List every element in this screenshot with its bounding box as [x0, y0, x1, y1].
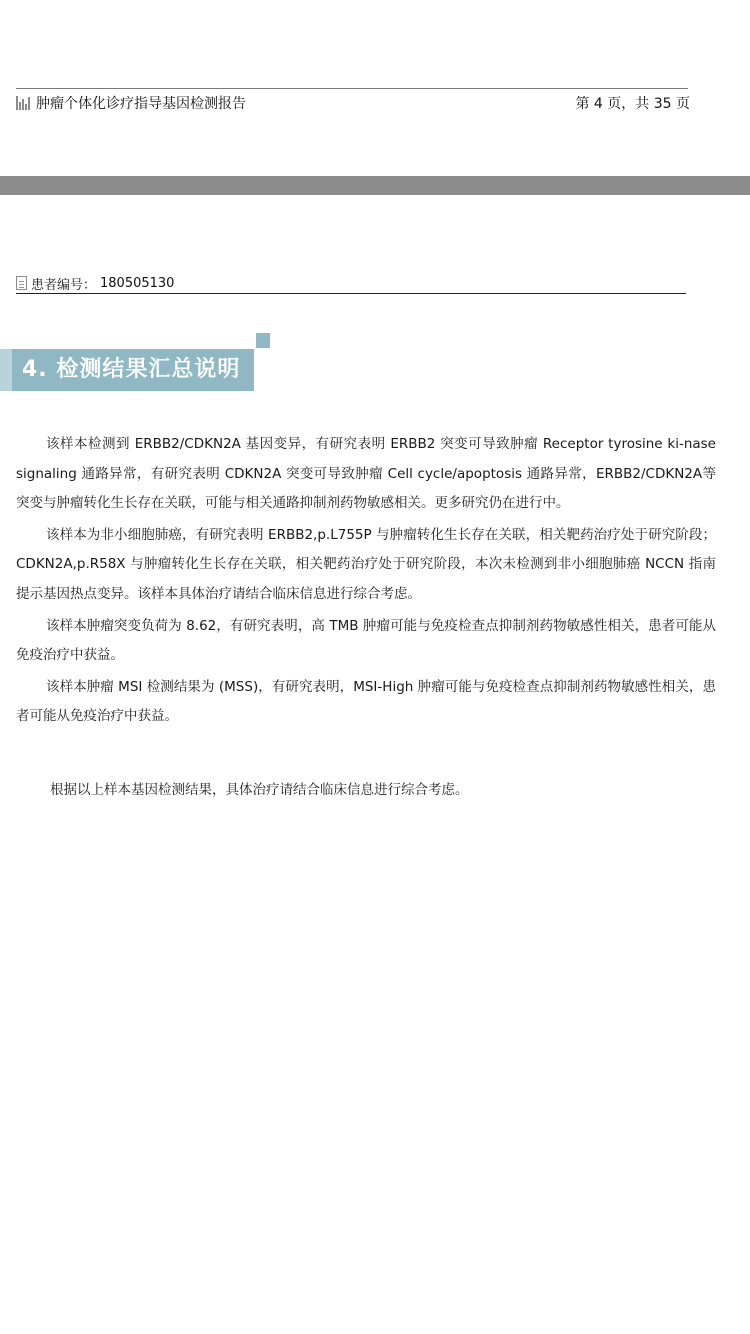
- summary-text: 根据以上样本基因检测结果，具体治疗请结合临床信息进行综合考虑。: [50, 782, 469, 798]
- patient-id-row: [16, 273, 174, 293]
- paragraph-msi: 该样本肿瘤 MSI 检测结果为 (MSS)，有研究表明，MSI-High 肿瘤可能与免疫检查点抑制剂药物敏感性相关，患者可能从免疫治疗中获益。: [16, 678, 716, 725]
- patient-id-value: 180505130: [100, 275, 175, 291]
- page-header: [16, 92, 690, 114]
- page-number: 第 4 页，共 35 页: [575, 96, 690, 112]
- patient-id-label: 患者编号：: [31, 277, 97, 293]
- report-title: 肿瘤个体化诊疗指导基因检测报告: [36, 96, 246, 112]
- paragraph-tmb: 该样本肿瘤突变负荷为 8.62，有研究表明，高 TMB 肿瘤可能与免疫检查点抑制剂药物敏感性相关，患者可能从免疫治疗中获益。: [16, 617, 716, 664]
- patient-rule: [16, 293, 686, 294]
- paragraph-nsclc: 该样本为非小细胞肺癌，有研究表明 ERBB2,p.L755P 与肿瘤转化生长存在关联，相关靶药治疗处于研究阶段；CDKN2A,p.R58X 与肿瘤转化生长存在关联，相关靶药治疗处于研究阶段，本次未检测到非小细胞肺癌 NCCN 指南提示基因热点变异。该样本具体治疗请结合临床信息进行综合考虑。: [16, 526, 716, 602]
- section-heading-edge: [0, 349, 12, 391]
- section-body: [16, 430, 716, 734]
- header-band: [0, 176, 750, 195]
- header-left: [16, 93, 246, 113]
- section-accent-square: [256, 333, 270, 348]
- header-rule: [16, 88, 688, 89]
- document-icon: [16, 276, 27, 290]
- bar-chart-icon: [16, 96, 32, 110]
- section-title: 4. 检测结果汇总说明: [22, 357, 241, 382]
- paragraph-gene-variants: 该样本检测到 ERBB2/CDKN2A 基因变异，有研究表明 ERBB2 突变可导致肿瘤 Receptor tyrosine ki-nase signaling 通路异常，有研究表明 CDKN2A 突变可导致肿瘤 Cell cycle/apoptosis 通路异常，ERBB2/CDKN2A等突变与肿瘤转化生长存在关联，可能与相关通路抑制剂药物敏感相关。更多研究仍在进行中。: [16, 436, 716, 512]
